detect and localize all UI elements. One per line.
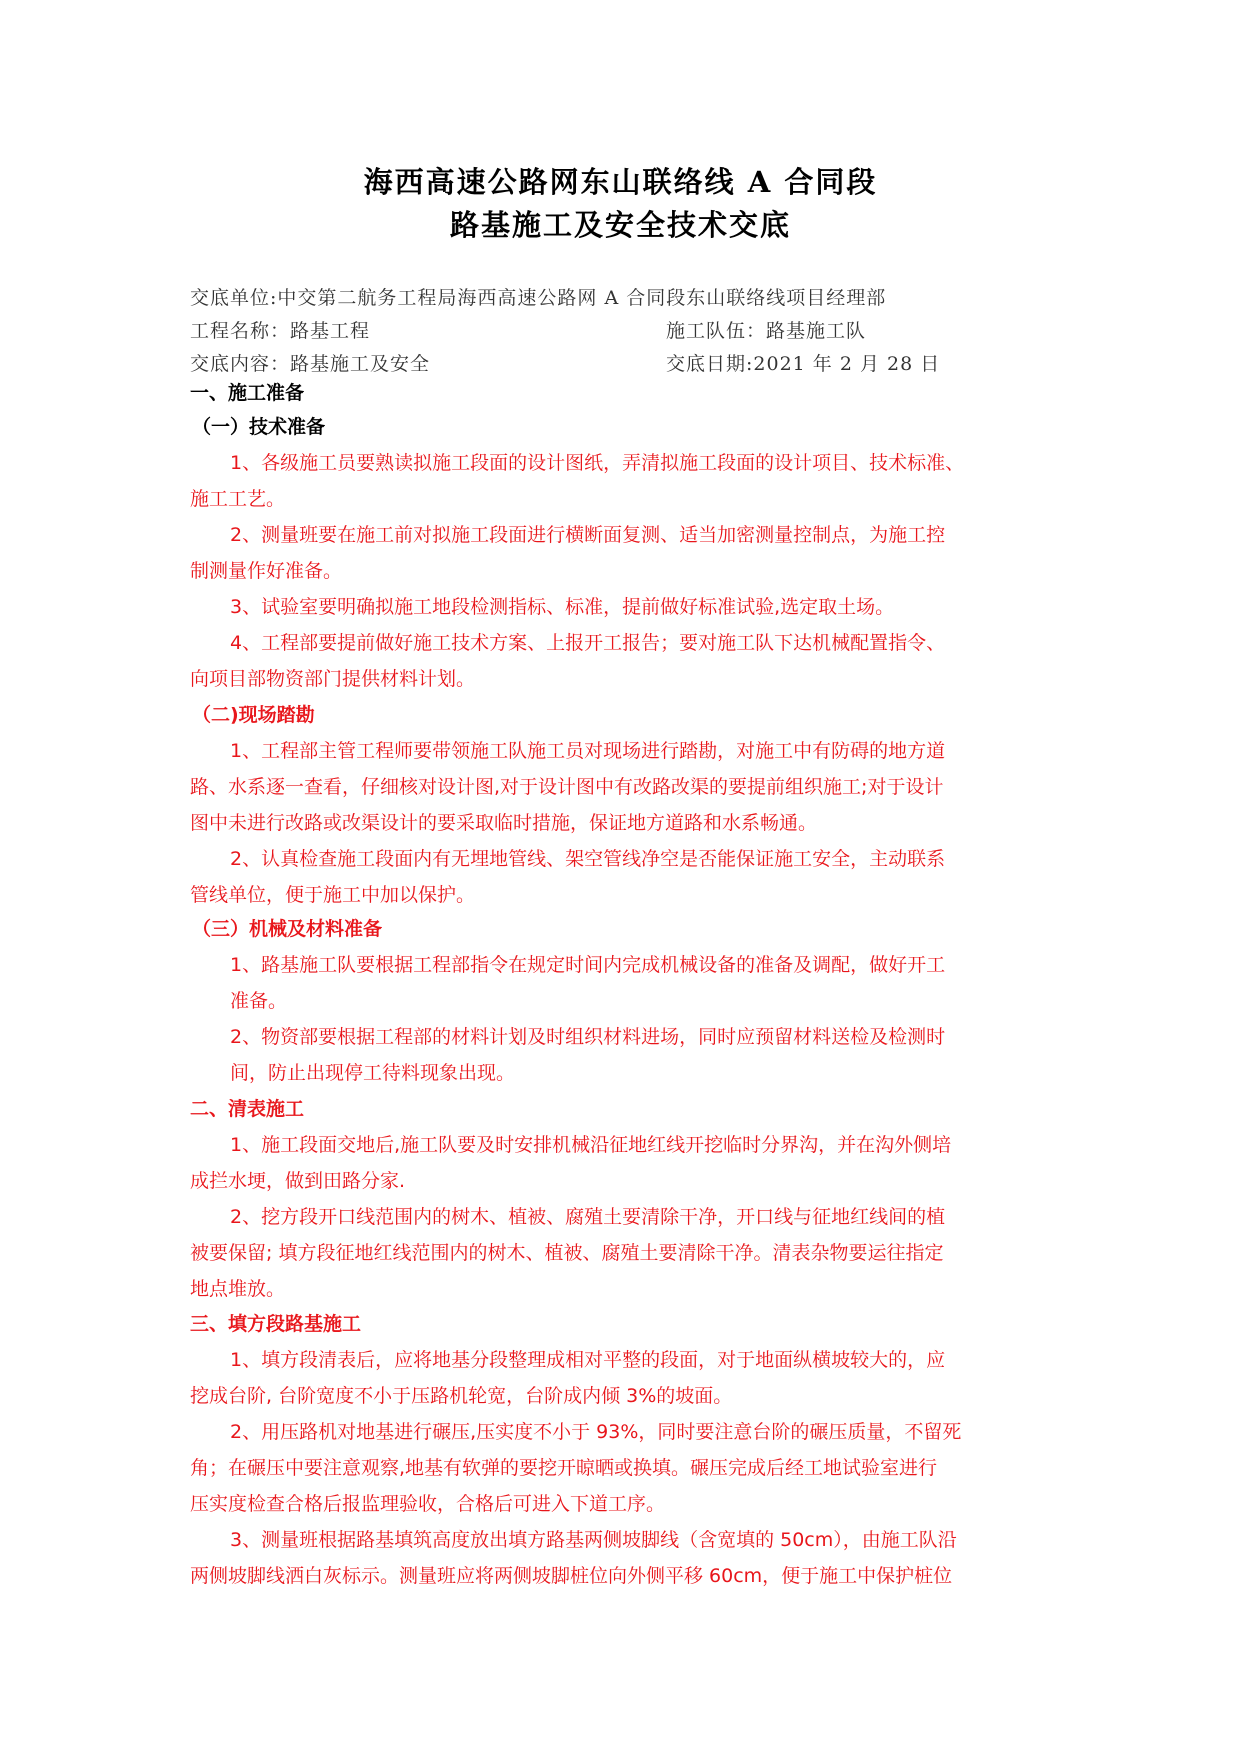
- paragraph-line: 3、测量班根据路基填筑高度放出填方路基两侧坡脚线（含宽填的 50cm），由施工队沿: [230, 1529, 957, 1551]
- paragraph-line: 2、用压路机对地基进行碾压,压实度不小于 93%，同时要注意台阶的碾压质量，不留死: [230, 1421, 962, 1443]
- section-heading-1: 一、施工准备: [190, 382, 305, 404]
- meta-content: 交底内容：路基施工及安全: [190, 353, 431, 375]
- subsection-heading-1-3: （三）机械及材料准备: [192, 918, 383, 940]
- meta-team: 施工队伍：路基施工队: [666, 320, 867, 342]
- paragraph-line: 准备。: [230, 990, 288, 1012]
- paragraph-line: 2、测量班要在施工前对拟施工段面进行横断面复测、适当加密测量控制点，为施工控: [230, 524, 946, 546]
- paragraph-line: 2、认真检查施工段面内有无埋地管线、架空管线净空是否能保证施工安全，主动联系: [230, 848, 946, 870]
- subsection-heading-1-2: （二)现场踏勘: [192, 704, 315, 726]
- subsection-heading-1-1: （一）技术准备: [192, 416, 326, 438]
- paragraph-line: 路、水系逐一查看，仔细核对设计图,对于设计图中有改路改渠的要提前组织施工;对于设计: [190, 776, 944, 798]
- paragraph-line: 制测量作好准备。: [190, 560, 343, 582]
- paragraph-line: 地点堆放。: [190, 1278, 286, 1300]
- meta-unit: 交底单位:中交第二航务工程局海西高速公路网 A 合同段东山联络线项目经理部: [190, 287, 887, 309]
- paragraph-line: 角；在碾压中要注意观察,地基有软弹的要挖开晾晒或换填。碾压完成后经工地试验室进行: [190, 1457, 938, 1479]
- paragraph-line: 1、施工段面交地后,施工队要及时安排机械沿征地红线开挖临时分界沟，并在沟外侧培: [230, 1134, 952, 1156]
- paragraph-line: 挖成台阶, 台阶宽度不小于压路机轮宽，台阶成内倾 3%的坡面。: [190, 1385, 733, 1407]
- paragraph-line: 压实度检查合格后报监理验收，合格后可进入下道工序。: [190, 1493, 666, 1515]
- section-heading-3: 三、填方段路基施工: [190, 1313, 362, 1335]
- document-title-line2: 路基施工及安全技术交底: [449, 208, 791, 242]
- paragraph-line: 间，防止出现停工待料现象出现。: [230, 1062, 516, 1084]
- paragraph-line: 2、物资部要根据工程部的材料计划及时组织材料进场，同时应预留材料送检及检测时: [230, 1026, 946, 1048]
- paragraph-line: 向项目部物资部门提供材料计划。: [190, 668, 476, 690]
- meta-date: 交底日期:2021 年 2 月 28 日: [666, 353, 941, 375]
- paragraph-line: 4、工程部要提前做好施工技术方案、上报开工报告；要对施工队下达机械配置指令、: [230, 632, 946, 654]
- paragraph-line: 施工工艺。: [190, 488, 286, 510]
- paragraph-line: 1、填方段清表后，应将地基分段整理成相对平整的段面，对于地面纵横坡较大的，应: [230, 1349, 946, 1371]
- document-title-line1: 海西高速公路网东山联络线 A 合同段: [363, 165, 878, 199]
- paragraph-line: 1、工程部主管工程师要带领施工队施工员对现场进行踏勘，对施工中有防碍的地方道: [230, 740, 946, 762]
- section-heading-2: 二、清表施工: [190, 1098, 305, 1120]
- paragraph-line: 1、各级施工员要熟读拟施工段面的设计图纸，弄清拟施工段面的设计项目、技术标准、: [230, 452, 965, 474]
- meta-project-name: 工程名称：路基工程: [190, 320, 371, 342]
- paragraph-line: 成拦水埂，做到田路分家.: [190, 1170, 406, 1192]
- paragraph-line: 管线单位，便于施工中加以保护。: [190, 884, 476, 906]
- paragraph-line: 两侧坡脚线洒白灰标示。测量班应将两侧坡脚桩位向外侧平移 60cm，便于施工中保护桩位: [190, 1565, 953, 1587]
- paragraph-line: 被要保留; 填方段征地红线范围内的树木、植被、腐殖土要清除干净。清表杂物要运往指定: [190, 1242, 944, 1264]
- paragraph-line: 3、试验室要明确拟施工地段检测指标、标准，提前做好标准试验,选定取土场。: [230, 596, 895, 618]
- paragraph-line: 2、挖方段开口线范围内的树木、植被、腐殖土要清除干净，开口线与征地红线间的植: [230, 1206, 946, 1228]
- paragraph-line: 1、路基施工队要根据工程部指令在规定时间内完成机械设备的准备及调配，做好开工: [230, 954, 946, 976]
- paragraph-line: 图中未进行改路或改渠设计的要采取临时措施，保证地方道路和水系畅通。: [190, 812, 818, 834]
